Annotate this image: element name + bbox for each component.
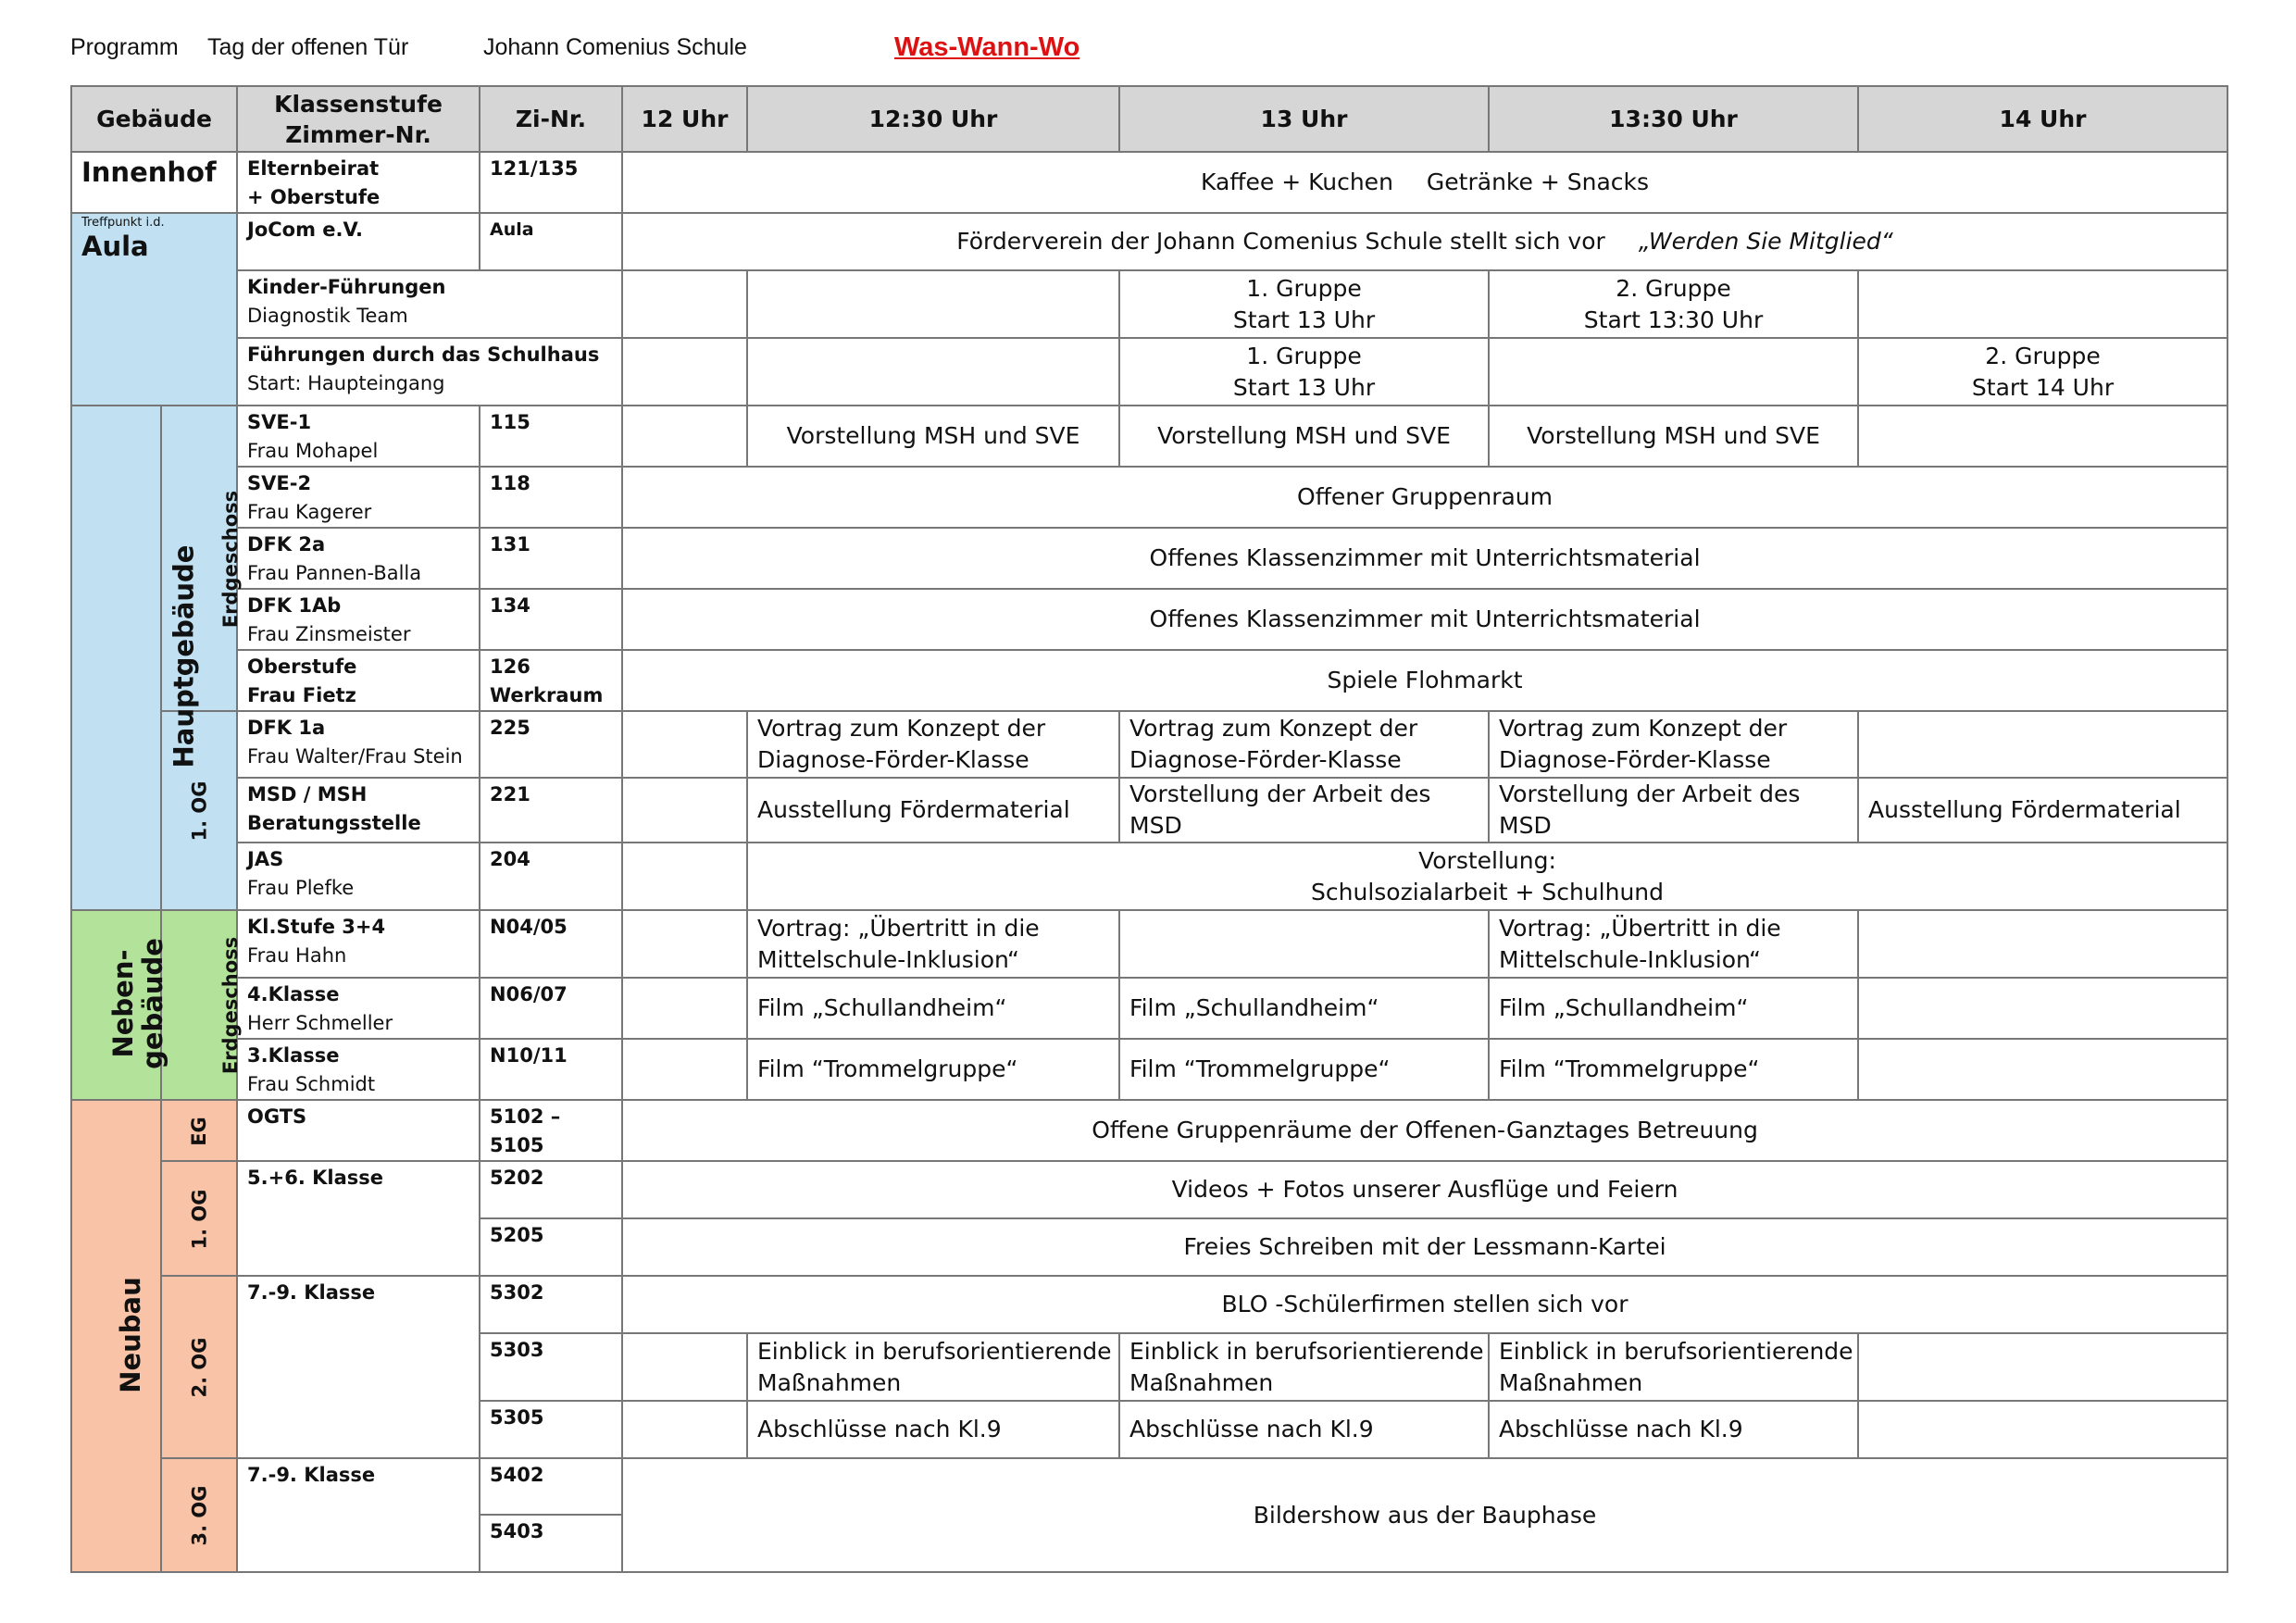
room-number: 225 <box>490 717 530 739</box>
class-cell <box>237 213 480 270</box>
floor-neubau-og1 <box>161 1161 237 1276</box>
table-row <box>71 467 2227 528</box>
class-name: Führungen durch das Schulhaus <box>247 343 600 366</box>
class-teacher: Frau Pannen-Balla <box>247 562 422 584</box>
event-text-2: Diagnose-Förder-Klasse <box>1499 746 1771 773</box>
event-cell: Vorstellung MSH und SVE <box>747 406 1119 467</box>
event-cell <box>747 1333 1119 1401</box>
event-cell: Offener Gruppenraum <box>622 467 2227 528</box>
empty-cell <box>622 1039 747 1100</box>
table-row <box>71 650 2227 711</box>
room-cell <box>480 213 622 270</box>
event-cell: Offenes Klassenzimmer mit Unterrichtsmaterial <box>622 589 2227 650</box>
col-1230: 12:30 Uhr <box>747 86 1119 152</box>
empty-cell <box>622 270 747 338</box>
class-cell <box>237 978 480 1039</box>
class-cell <box>237 778 480 843</box>
room-cell <box>480 1515 622 1572</box>
col-14: 14 Uhr <box>1858 86 2227 152</box>
class-teacher: Frau Kagerer <box>247 501 372 523</box>
table-row <box>71 1161 2227 1218</box>
room-number: Aula <box>490 219 534 240</box>
table-row <box>71 1276 2227 1333</box>
class-name: 7.-9. Klasse <box>247 1281 376 1304</box>
page-title: Was-Wann-Wo <box>894 32 1080 62</box>
room-cell <box>480 843 622 910</box>
header-tag: Tag der offenen Tür <box>207 34 409 60</box>
floor-neubau-eg <box>161 1100 237 1161</box>
event-cell <box>747 910 1119 978</box>
event-cell <box>622 152 2227 213</box>
empty-cell <box>622 978 747 1039</box>
class-teacher: Frau Zinsmeister <box>247 623 411 645</box>
table-row <box>71 711 2227 778</box>
empty-cell <box>622 338 747 406</box>
event-text-2: Start 14 Uhr <box>1971 373 2115 401</box>
neubau-label: Neubau <box>114 1276 146 1393</box>
class-teacher: Frau Mohapel <box>247 440 379 462</box>
event-text-2: Start 13 Uhr <box>1232 306 1376 333</box>
neben-label-2: gebäude <box>136 938 168 1069</box>
class-name-2: + Oberstufe <box>247 186 381 208</box>
event-text: Einblick in berufsorientierende <box>1499 1337 1853 1365</box>
floor-label: EG <box>188 1116 210 1146</box>
class-teacher: Frau Walter/Frau Stein <box>247 745 463 768</box>
class-teacher: Frau Plefke <box>247 877 355 899</box>
room-number: 115 <box>490 411 530 433</box>
room-cell <box>480 711 622 778</box>
room-cell <box>480 1218 622 1276</box>
table-row <box>71 338 2227 406</box>
header-schule: Johann Comenius Schule <box>483 34 747 60</box>
table-row <box>71 213 2227 270</box>
floor-neubau-og3 <box>161 1458 237 1572</box>
event-cell: Videos + Fotos unserer Ausflüge und Feiern <box>622 1161 2227 1218</box>
event-cell: Vorstellung der Arbeit des MSD <box>1119 778 1489 843</box>
event-cell: Film “Trommelgruppe“ <box>1119 1039 1489 1100</box>
room-number: N04/05 <box>490 916 568 938</box>
floor-neben-eg <box>161 910 243 1100</box>
room-number: 121/135 <box>490 157 579 180</box>
event-text-2: Getränke + Snacks <box>1426 169 1650 195</box>
class-cell <box>237 843 480 910</box>
event-text: 2. Gruppe <box>1616 274 1731 302</box>
room-cell <box>480 406 622 467</box>
empty-cell <box>622 778 747 843</box>
floor-label: 3. OG <box>188 1485 210 1546</box>
event-text: Vortrag zum Konzept der <box>1499 715 1788 742</box>
event-cell <box>747 843 2227 910</box>
class-name: JoCom e.V. <box>247 218 364 241</box>
room-number: 126 <box>490 655 530 678</box>
table-row <box>71 152 2227 213</box>
building-neubau <box>71 1100 161 1572</box>
event-text: Einblick in berufsorientierende <box>1129 1337 1484 1365</box>
event-text: Vortrag zum Konzept der <box>1129 715 1418 742</box>
empty-cell <box>1858 406 2227 467</box>
room-cell <box>480 1333 622 1401</box>
event-text: 2. Gruppe <box>1985 342 2101 369</box>
event-cell: Ausstellung Fördermaterial <box>747 778 1119 843</box>
room-number: 5402 <box>490 1464 544 1486</box>
empty-cell <box>622 910 747 978</box>
event-text: Vorstellung: <box>1418 846 1556 874</box>
event-cell: Vorstellung der Arbeit des MSD <box>1489 778 1858 843</box>
class-teacher: Diagnostik Team <box>247 305 408 327</box>
empty-cell <box>622 711 747 778</box>
class-name: 3.Klasse <box>247 1044 340 1067</box>
floor-label: 1. OG <box>188 780 210 842</box>
event-text: 1. Gruppe <box>1246 274 1362 302</box>
table-row <box>71 778 2227 843</box>
class-name: JAS <box>247 848 284 870</box>
neben-label-1: Neben- <box>106 949 139 1058</box>
room-number: 134 <box>490 594 530 617</box>
class-name: SVE-1 <box>247 411 312 433</box>
room-cell <box>480 1039 622 1100</box>
empty-cell <box>622 1333 747 1401</box>
empty-cell <box>1858 1401 2227 1458</box>
event-cell: Abschlüsse nach Kl.9 <box>747 1401 1119 1458</box>
class-teacher: Herr Schmeller <box>247 1012 393 1034</box>
event-text-2: Maßnahmen <box>1129 1368 1274 1396</box>
floor-label: Erdgeschoss <box>219 490 243 628</box>
class-cell <box>237 406 480 467</box>
event-cell: Abschlüsse nach Kl.9 <box>1489 1401 1858 1458</box>
class-cell <box>237 152 480 213</box>
class-name: Kinder-Führungen <box>247 276 446 298</box>
room-cell <box>480 778 622 843</box>
room-number: 5205 <box>490 1224 544 1246</box>
event-cell <box>1489 270 1858 338</box>
room-name: Werkraum <box>490 684 604 706</box>
table-row <box>71 528 2227 589</box>
event-text: Vortrag: „Übertritt in die <box>1499 914 1781 942</box>
header-programm: Programm <box>70 34 179 60</box>
room-cell <box>480 467 622 528</box>
empty-cell <box>1858 1039 2227 1100</box>
event-cell: Vorstellung MSH und SVE <box>1119 406 1489 467</box>
event-cell <box>1489 910 1858 978</box>
event-text-2: Diagnose-Förder-Klasse <box>1129 746 1402 773</box>
empty-cell <box>1858 910 2227 978</box>
building-aula <box>71 213 237 406</box>
event-cell: Bildershow aus der Bauphase <box>622 1458 2227 1572</box>
room-cell <box>480 650 622 711</box>
room-number: 118 <box>490 472 530 494</box>
class-teacher: Beratungsstelle <box>247 812 421 834</box>
room-number: 5403 <box>490 1520 544 1542</box>
room-cell <box>480 1100 622 1161</box>
event-cell: Abschlüsse nach Kl.9 <box>1119 1401 1489 1458</box>
class-name: SVE-2 <box>247 472 312 494</box>
event-text-2: Start 13:30 Uhr <box>1583 306 1764 333</box>
table-row <box>71 1100 2227 1161</box>
class-cell <box>237 1039 480 1100</box>
table-row <box>71 843 2227 910</box>
empty-cell <box>747 338 1119 406</box>
floor-label: 2. OG <box>188 1337 210 1398</box>
empty-cell <box>622 1401 747 1458</box>
event-cell: Film „Schullandheim“ <box>1489 978 1858 1039</box>
event-cell <box>622 213 2227 270</box>
class-cell <box>237 711 480 778</box>
empty-cell <box>622 843 747 910</box>
empty-cell <box>1858 711 2227 778</box>
event-text-2: Mittelschule-Inklusion“ <box>757 945 1019 973</box>
room-number: 5202 <box>490 1167 544 1189</box>
event-cell: Vorstellung MSH und SVE <box>1489 406 1858 467</box>
class-cell <box>237 1100 480 1161</box>
event-text-2: Mittelschule-Inklusion“ <box>1499 945 1761 973</box>
room-cell <box>480 528 622 589</box>
class-teacher: Start: Haupteingang <box>247 372 445 394</box>
event-cell <box>1858 338 2227 406</box>
room-cell <box>480 1458 622 1515</box>
event-text: Vortrag zum Konzept der <box>757 715 1046 742</box>
col-klassenstufe <box>237 86 480 152</box>
floor-label: Erdgeschoss <box>219 936 243 1075</box>
event-cell: Offenes Klassenzimmer mit Unterrichtsmaterial <box>622 528 2227 589</box>
event-cell <box>1119 338 1489 406</box>
col-klassenstufe-1: Klassenstufe <box>274 90 443 118</box>
col-12: 12 Uhr <box>622 86 747 152</box>
class-cell <box>237 338 622 406</box>
class-name: Oberstufe <box>247 655 357 678</box>
event-cell: Spiele Flohmarkt <box>622 650 2227 711</box>
event-text: 1. Gruppe <box>1246 342 1362 369</box>
class-cell <box>237 1458 480 1572</box>
class-name: Elternbeirat <box>247 157 380 180</box>
class-name: 7.-9. Klasse <box>247 1464 376 1486</box>
event-text-2: Schulsozialarbeit + Schulhund <box>1311 878 1665 905</box>
class-name: 5.+6. Klasse <box>247 1167 383 1189</box>
empty-cell <box>1858 270 2227 338</box>
room-cell <box>480 1276 622 1333</box>
room-number: 221 <box>490 783 530 805</box>
event-cell: Offene Gruppenräume der Offenen-Ganztages Betreuung <box>622 1100 2227 1161</box>
room-cell <box>480 910 622 978</box>
col-gebaeude: Gebäude <box>71 86 237 152</box>
event-cell: Ausstellung Fördermaterial <box>1858 778 2227 843</box>
class-name: DFK 1Ab <box>247 594 342 617</box>
class-name: MSD / MSH <box>247 783 368 805</box>
class-cell <box>237 910 480 978</box>
class-cell <box>237 528 480 589</box>
event-cell <box>1119 270 1489 338</box>
class-cell <box>237 650 480 711</box>
header-row <box>71 86 2227 152</box>
haupt-label: Hauptgebäude <box>168 544 200 768</box>
event-text: Einblick in berufsorientierende <box>757 1337 1112 1365</box>
table-row <box>71 910 2227 978</box>
building-innenhof: Innenhof <box>71 152 237 213</box>
empty-cell <box>1858 978 2227 1039</box>
floor-neubau-og2 <box>161 1276 237 1458</box>
event-text-2: Maßnahmen <box>757 1368 902 1396</box>
class-cell <box>237 1276 480 1458</box>
event-text-2: Start 13 Uhr <box>1232 373 1376 401</box>
class-teacher: Frau Fietz <box>247 684 356 706</box>
col-13: 13 Uhr <box>1119 86 1489 152</box>
building-neben <box>71 910 168 1100</box>
neben-label <box>108 938 168 1069</box>
room-number: 131 <box>490 533 530 556</box>
event-text: Förderverein der Johann Comenius Schule stellt sich vor <box>956 228 1605 255</box>
table-row <box>71 978 2227 1039</box>
event-cell: Film “Trommelgruppe“ <box>1489 1039 1858 1100</box>
class-cell <box>237 467 480 528</box>
table-row <box>71 1458 2227 1515</box>
event-cell: Freies Schreiben mit der Lessmann-Kartei <box>622 1218 2227 1276</box>
col-1330: 13:30 Uhr <box>1489 86 1858 152</box>
event-text: Kaffee + Kuchen <box>1201 169 1393 195</box>
class-teacher: Frau Schmidt <box>247 1073 376 1095</box>
event-text-italic: „Werden Sie Mitglied“ <box>1638 228 1893 255</box>
event-cell: BLO -Schülerfirmen stellen sich vor <box>622 1276 2227 1333</box>
class-cell <box>237 1161 480 1276</box>
room-cell <box>480 1401 622 1458</box>
schedule-table <box>70 85 2228 1573</box>
class-name: OGTS <box>247 1105 307 1128</box>
room-cell <box>480 152 622 213</box>
empty-cell <box>1489 338 1858 406</box>
room-number: 5305 <box>490 1406 544 1429</box>
floor-label: 1. OG <box>188 1189 210 1249</box>
table-row <box>71 1039 2227 1100</box>
aula-small-label: Treffpunkt i.d. <box>81 216 165 230</box>
event-cell <box>747 711 1119 778</box>
room-number: 5303 <box>490 1339 544 1361</box>
room-number: N10/11 <box>490 1044 568 1067</box>
empty-cell <box>622 406 747 467</box>
event-cell <box>1119 711 1489 778</box>
empty-cell <box>1858 1333 2227 1401</box>
class-name: Kl.Stufe 3+4 <box>247 916 386 938</box>
event-text: Vortrag: „Übertritt in die <box>757 914 1040 942</box>
class-name: DFK 1a <box>247 717 326 739</box>
aula-label: Aula <box>81 231 149 262</box>
event-text-2: Maßnahmen <box>1499 1368 1643 1396</box>
class-cell <box>237 270 622 338</box>
table-row <box>71 589 2227 650</box>
class-teacher: Frau Hahn <box>247 944 347 967</box>
table-row <box>71 406 2227 467</box>
event-cell: Film “Trommelgruppe“ <box>747 1039 1119 1100</box>
room-cell <box>480 589 622 650</box>
empty-cell <box>1119 910 1489 978</box>
class-cell <box>237 589 480 650</box>
empty-cell <box>747 270 1119 338</box>
table-row <box>71 270 2227 338</box>
event-cell <box>1489 1333 1858 1401</box>
room-cell <box>480 978 622 1039</box>
room-cell <box>480 1161 622 1218</box>
class-name: DFK 2a <box>247 533 326 556</box>
room-number: 5302 <box>490 1281 544 1304</box>
col-klassenstufe-2: Zimmer-Nr. <box>285 120 431 148</box>
event-cell: Film „Schullandheim“ <box>747 978 1119 1039</box>
class-name: 4.Klasse <box>247 983 340 1005</box>
room-number: N06/07 <box>490 983 568 1005</box>
event-cell <box>1119 1333 1489 1401</box>
event-text-2: Diagnose-Förder-Klasse <box>757 746 1029 773</box>
room-number: 204 <box>490 848 530 870</box>
col-zi: Zi-Nr. <box>480 86 622 152</box>
event-cell: Film „Schullandheim“ <box>1119 978 1489 1039</box>
event-cell <box>1489 711 1858 778</box>
room-number: 5102 – 5105 <box>490 1105 561 1156</box>
